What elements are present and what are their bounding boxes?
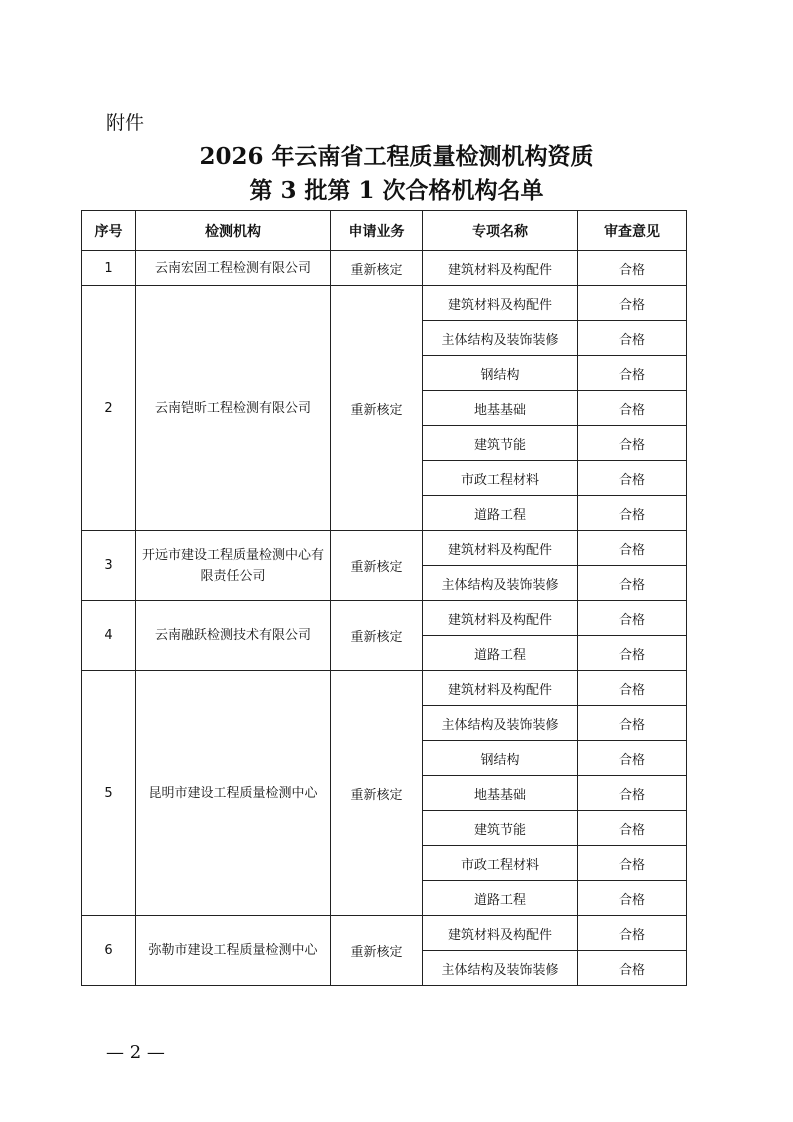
specialty-cell: 建筑材料及构配件 xyxy=(423,251,578,286)
header-institution: 检测机构 xyxy=(136,211,331,251)
header-specialty: 专项名称 xyxy=(423,211,578,251)
specialty-cell: 地基基础 xyxy=(423,391,578,426)
opinion-cell: 合格 xyxy=(578,916,687,951)
institution-cell: 云南融跃检测技术有限公司 xyxy=(136,601,331,671)
opinion-cell: 合格 xyxy=(578,741,687,776)
specialty-cell: 主体结构及装饰装修 xyxy=(423,321,578,356)
specialty-cell: 钢结构 xyxy=(423,356,578,391)
institution-cell: 开远市建设工程质量检测中心有限责任公司 xyxy=(136,531,331,601)
opinion-cell: 合格 xyxy=(578,706,687,741)
table-row xyxy=(82,251,687,286)
page-number: — 2 — xyxy=(106,1042,165,1063)
specialty-cell: 建筑材料及构配件 xyxy=(423,601,578,636)
specialty-cell: 市政工程材料 xyxy=(423,846,578,881)
specialty-cell: 建筑材料及构配件 xyxy=(423,916,578,951)
opinion-cell: 合格 xyxy=(578,846,687,881)
opinion-cell: 合格 xyxy=(578,286,687,321)
header-opinion: 审查意见 xyxy=(578,211,687,251)
institution-cell: 弥勒市建设工程质量检测中心 xyxy=(136,916,331,986)
institution-cell: 昆明市建设工程质量检测中心 xyxy=(136,671,331,916)
opinion-cell: 合格 xyxy=(578,461,687,496)
business-cell: 重新核定 xyxy=(331,251,423,286)
seq-cell: 1 xyxy=(82,251,136,286)
business-cell: 重新核定 xyxy=(331,916,423,986)
table-row xyxy=(82,916,687,951)
opinion-cell: 合格 xyxy=(578,531,687,566)
opinion-cell: 合格 xyxy=(578,321,687,356)
specialty-cell: 建筑节能 xyxy=(423,426,578,461)
opinion-cell: 合格 xyxy=(578,671,687,706)
header-business: 申请业务 xyxy=(331,211,423,251)
specialty-cell: 主体结构及装饰装修 xyxy=(423,706,578,741)
institution-cell: 云南宏固工程检测有限公司 xyxy=(136,251,331,286)
opinion-cell: 合格 xyxy=(578,496,687,531)
institution-cell: 云南铠昕工程检测有限公司 xyxy=(136,286,331,531)
table-header-row xyxy=(82,211,687,251)
qualified-institutions-table xyxy=(81,210,687,986)
opinion-cell: 合格 xyxy=(578,426,687,461)
specialty-cell: 道路工程 xyxy=(423,636,578,671)
seq-cell: 6 xyxy=(82,916,136,986)
specialty-cell: 钢结构 xyxy=(423,741,578,776)
header-seq: 序号 xyxy=(82,211,136,251)
opinion-cell: 合格 xyxy=(578,601,687,636)
document-title-line-1: 2026 年云南省工程质量检测机构资质 xyxy=(199,143,594,170)
table-row xyxy=(82,671,687,706)
table-row xyxy=(82,531,687,566)
specialty-cell: 地基基础 xyxy=(423,776,578,811)
specialty-cell: 主体结构及装饰装修 xyxy=(423,951,578,986)
business-cell: 重新核定 xyxy=(331,286,423,531)
seq-cell: 2 xyxy=(82,286,136,531)
opinion-cell: 合格 xyxy=(578,356,687,391)
opinion-cell: 合格 xyxy=(578,881,687,916)
seq-cell: 3 xyxy=(82,531,136,601)
opinion-cell: 合格 xyxy=(578,776,687,811)
opinion-cell: 合格 xyxy=(578,811,687,846)
opinion-cell: 合格 xyxy=(578,951,687,986)
opinion-cell: 合格 xyxy=(578,251,687,286)
seq-cell: 5 xyxy=(82,671,136,916)
specialty-cell: 市政工程材料 xyxy=(423,461,578,496)
specialty-cell: 主体结构及装饰装修 xyxy=(423,566,578,601)
specialty-cell: 建筑材料及构配件 xyxy=(423,531,578,566)
attachment-label: 附件 xyxy=(106,112,145,134)
table-row xyxy=(82,286,687,321)
business-cell: 重新核定 xyxy=(331,671,423,916)
opinion-cell: 合格 xyxy=(578,566,687,601)
specialty-cell: 建筑节能 xyxy=(423,811,578,846)
business-cell: 重新核定 xyxy=(331,531,423,601)
seq-cell: 4 xyxy=(82,601,136,671)
table-body xyxy=(82,251,687,986)
specialty-cell: 建筑材料及构配件 xyxy=(423,671,578,706)
document-title-line-2: 第 3 批第 1 次合格机构名单 xyxy=(249,177,544,204)
specialty-cell: 道路工程 xyxy=(423,881,578,916)
opinion-cell: 合格 xyxy=(578,391,687,426)
business-cell: 重新核定 xyxy=(331,601,423,671)
opinion-cell: 合格 xyxy=(578,636,687,671)
table-row xyxy=(82,601,687,636)
specialty-cell: 道路工程 xyxy=(423,496,578,531)
specialty-cell: 建筑材料及构配件 xyxy=(423,286,578,321)
